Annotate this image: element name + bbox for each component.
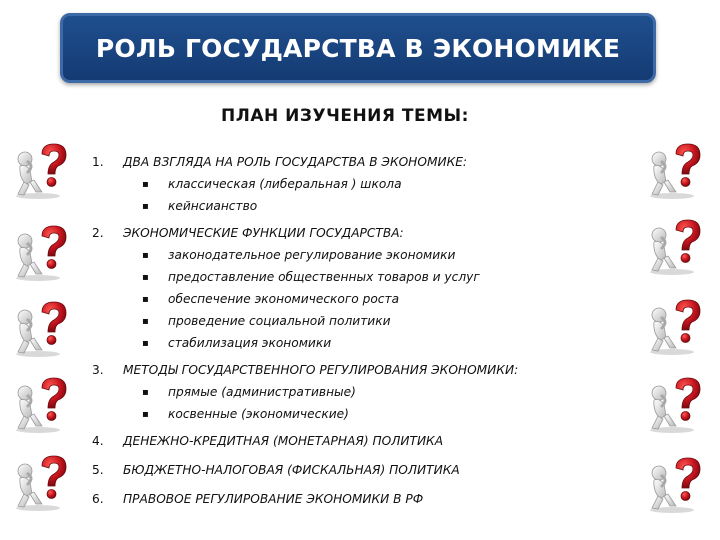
bullet-icon: ▪ (142, 315, 149, 327)
sub-item-text: предоставление общественных товаров и услуг (168, 270, 480, 284)
item-number: 6. (92, 491, 104, 506)
bullet-icon: ▪ (142, 386, 149, 398)
sub-item (92, 288, 652, 310)
item-number: 4. (92, 433, 104, 448)
sub-item (92, 266, 652, 288)
plan-item-4 (92, 429, 652, 452)
sub-item-text: стабилизация экономики (168, 336, 332, 350)
thinking-question-mark-icon (12, 454, 72, 512)
sub-item (92, 244, 652, 266)
item-text: БЮДЖЕТНО-НАЛОГОВАЯ (ФИСКАЛЬНАЯ) ПОЛИТИКА (123, 462, 460, 477)
item-text: МЕТОДЫ ГОСУДАРСТВЕННОГО РЕГУЛИРОВАНИЯ ЭКОНОМИКИ: (123, 362, 519, 377)
item-number: 2. (92, 225, 104, 240)
bullet-icon: ▪ (142, 178, 149, 190)
plan-item-1 (92, 150, 652, 173)
item-text: ПРАВОВОЕ РЕГУЛИРОВАНИЕ ЭКОНОМИКИ В РФ (123, 491, 424, 506)
page-title: РОЛЬ ГОСУДАРСТВА В ЭКОНОМИКЕ (95, 33, 621, 63)
sub-item (92, 403, 652, 425)
item-text: ДЕНЕЖНО-КРЕДИТНАЯ (МОНЕТАРНАЯ) ПОЛИТИКА (123, 433, 444, 448)
thinking-question-mark-icon (646, 456, 706, 514)
thinking-question-mark-icon (12, 224, 72, 282)
item-number: 3. (92, 362, 104, 377)
thinking-question-mark-icon (12, 142, 72, 200)
thinking-question-mark-icon (646, 376, 706, 434)
plan-item-6 (92, 487, 652, 510)
plan-item-2 (92, 221, 652, 244)
thinking-question-mark-icon (646, 218, 706, 276)
bullet-icon: ▪ (142, 271, 149, 283)
plan-item-5 (92, 458, 652, 481)
sub-item-text: косвенные (экономические) (168, 407, 349, 421)
bullet-icon: ▪ (142, 200, 149, 212)
bullet-icon: ▪ (142, 249, 149, 261)
sub-item-text: законодательное регулирование экономики (168, 248, 456, 262)
bullet-icon: ▪ (142, 293, 149, 305)
sub-item (92, 381, 652, 403)
bullet-icon: ▪ (142, 337, 149, 349)
sub-item-text: кейнсианство (168, 199, 258, 213)
title-banner (60, 13, 656, 83)
sub-item (92, 195, 652, 217)
sub-item-text: классическая (либеральная ) школа (168, 177, 402, 191)
thinking-question-mark-icon (12, 376, 72, 434)
sub-item (92, 332, 652, 354)
thinking-question-mark-icon (646, 142, 706, 200)
item-text: ДВА ВЗГЛЯДА НА РОЛЬ ГОСУДАРСТВА В ЭКОНОМИКЕ: (123, 154, 468, 169)
item-text: ЭКОНОМИЧЕСКИЕ ФУНКЦИИ ГОСУДАРСТВА: (123, 225, 404, 240)
sub-item-text: прямые (административные) (168, 385, 356, 399)
sub-item-text: проведение социальной политики (168, 314, 391, 328)
sub-item-text: обеспечение экономического роста (168, 292, 400, 306)
item-number: 1. (92, 154, 104, 169)
item-number: 5. (92, 462, 104, 477)
plan-list (92, 150, 652, 510)
thinking-question-mark-icon (646, 298, 706, 356)
plan-heading: ПЛАН ИЗУЧЕНИЯ ТЕМЫ: (221, 106, 469, 126)
thinking-question-mark-icon (12, 300, 72, 358)
bullet-icon: ▪ (142, 408, 149, 420)
plan-item-3 (92, 358, 652, 381)
sub-item (92, 310, 652, 332)
sub-item (92, 173, 652, 195)
